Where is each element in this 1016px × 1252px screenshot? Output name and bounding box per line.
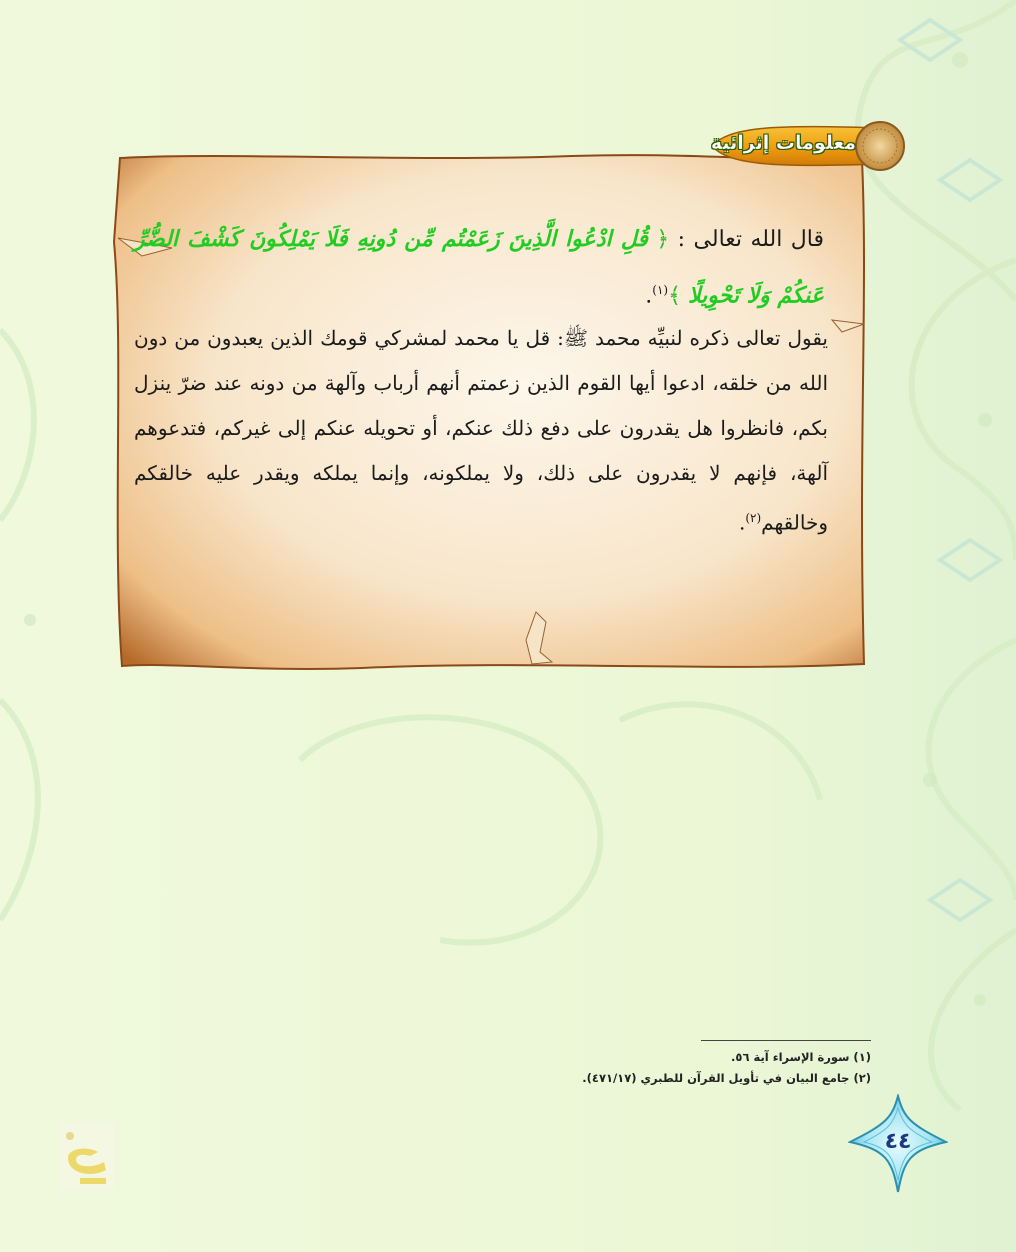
section-banner bbox=[708, 120, 908, 172]
verse-end-mark: . bbox=[645, 283, 653, 309]
verse-close-bracket: ﴾ bbox=[668, 283, 681, 309]
verse-open-bracket: ﴿ bbox=[656, 227, 670, 252]
footnotes bbox=[541, 1040, 871, 1089]
quran-text: قُلِ ادْعُوا الَّذِينَ زَعَمْتُم مِّن دُونِهِ فَلَا يَمْلِكُونَ كَشْفَ الضُّرِّ عَنكُمْ وَلَا تَحْوِيلًا bbox=[134, 226, 824, 309]
tafsir-footnote-ref: (٢) bbox=[745, 511, 762, 525]
verse-footnote-ref: (١) bbox=[652, 283, 669, 297]
tafsir-paragraph bbox=[134, 316, 828, 546]
quran-verse-paragraph bbox=[134, 214, 824, 321]
page-number-badge bbox=[848, 1094, 948, 1194]
parchment-panel bbox=[112, 152, 868, 672]
banner-title: معلومات إثرائية bbox=[710, 132, 856, 154]
footnote-divider bbox=[701, 1040, 871, 1041]
verse-intro: قال الله تعالى : bbox=[669, 227, 824, 252]
publisher-logo-icon bbox=[60, 1122, 114, 1190]
page-number: ٤٤ bbox=[884, 1129, 912, 1154]
footnote-2: (٢) جامع البيان في تأويل القرآن للطبري (٤٧١/١٧). bbox=[582, 1071, 871, 1085]
tafsir-text: يقول تعالى ذكره لنبيِّه محمد ﷺ: قل يا محمد لمشركي قومك الذين يعبدون من دون الله من خلقه، ادعوا أيها القوم الذين زعمتم أنهم أرباب وآلهة من دونه عند ضرّ ينزل بكم، فانظروا هل يقدرون على دفع ذلك عنكم، أو تحويله عنكم إلى غيركم، فتدعوهم آلهة، فإنهم لا يقدرون على ذلك، ولا يملكونه، وإنما يملكه ويقدر عليه خالقكم وخالقهم bbox=[134, 326, 828, 535]
footnote-1: (١) سورة الإسراء آية ٥٦. bbox=[731, 1050, 871, 1064]
tafsir-end-mark: . bbox=[738, 510, 746, 535]
